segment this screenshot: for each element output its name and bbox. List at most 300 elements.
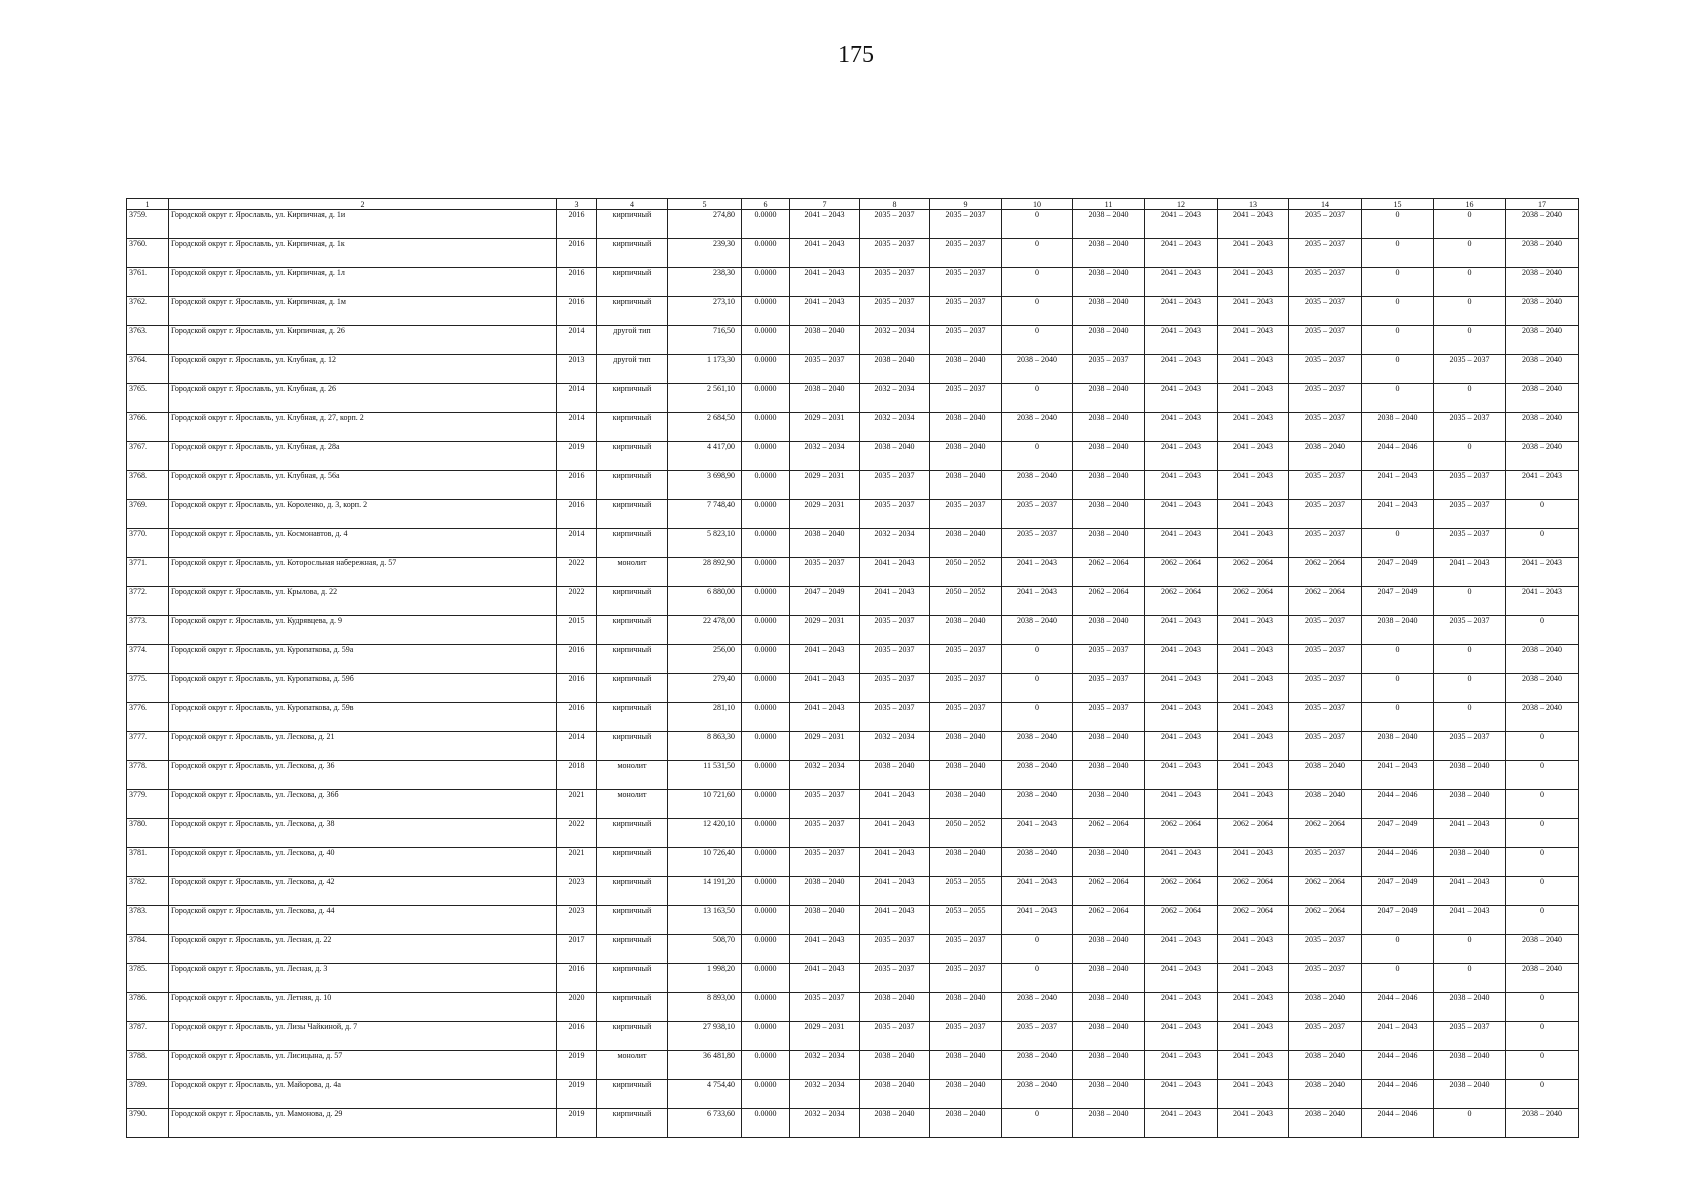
period-col-9-cell: 2038 – 2040 [930,1080,1002,1109]
period-col-10-cell: 2038 – 2040 [1002,413,1073,442]
wear-rate-cell: 0.0000 [742,587,790,616]
column-header: 5 [668,199,742,210]
table-row [127,384,1579,413]
column-header: 12 [1145,199,1218,210]
period-col-10-cell: 2038 – 2040 [1002,355,1073,384]
address-cell: Городской округ г. Ярославль, ул. Лескова, д. 36б [169,790,557,819]
period-col-7-cell: 2041 – 2043 [790,210,860,239]
column-header: 9 [930,199,1002,210]
period-col-14-cell: 2062 – 2064 [1289,906,1362,935]
period-col-9-cell: 2035 – 2037 [930,935,1002,964]
period-col-17-cell: 2041 – 2043 [1506,558,1579,587]
year-built-cell: 2016 [557,645,597,674]
period-col-12-cell: 2041 – 2043 [1145,239,1218,268]
period-col-10-cell: 0 [1002,645,1073,674]
wear-rate-cell: 0.0000 [742,529,790,558]
year-built-cell: 2014 [557,384,597,413]
row-number-cell: 3772. [127,587,169,616]
period-col-10-cell: 0 [1002,326,1073,355]
year-built-cell: 2021 [557,848,597,877]
period-col-11-cell: 2062 – 2064 [1073,819,1145,848]
period-col-7-cell: 2041 – 2043 [790,964,860,993]
area-cell: 281,10 [668,703,742,732]
column-header: 16 [1434,199,1506,210]
period-col-11-cell: 2038 – 2040 [1073,1051,1145,1080]
period-col-7-cell: 2041 – 2043 [790,239,860,268]
wall-material-cell: кирпичный [597,413,668,442]
table-row [127,558,1579,587]
period-col-12-cell: 2041 – 2043 [1145,645,1218,674]
wear-rate-cell: 0.0000 [742,413,790,442]
year-built-cell: 2019 [557,442,597,471]
period-col-14-cell: 2035 – 2037 [1289,674,1362,703]
table-row [127,471,1579,500]
period-col-8-cell: 2035 – 2037 [860,935,930,964]
wall-material-cell: кирпичный [597,268,668,297]
period-col-17-cell: 0 [1506,848,1579,877]
wall-material-cell: кирпичный [597,964,668,993]
address-cell: Городской округ г. Ярославль, ул. Клубная, д. 56а [169,471,557,500]
row-number-cell: 3765. [127,384,169,413]
period-col-11-cell: 2038 – 2040 [1073,529,1145,558]
period-col-15-cell: 2041 – 2043 [1362,1022,1434,1051]
period-col-17-cell: 2038 – 2040 [1506,964,1579,993]
period-col-12-cell: 2062 – 2064 [1145,819,1218,848]
wear-rate-cell: 0.0000 [742,616,790,645]
period-col-13-cell: 2041 – 2043 [1218,413,1289,442]
area-cell: 8 863,30 [668,732,742,761]
row-number-cell: 3759. [127,210,169,239]
period-col-16-cell: 2038 – 2040 [1434,993,1506,1022]
year-built-cell: 2014 [557,732,597,761]
column-number-row [127,199,1579,210]
period-col-17-cell: 2038 – 2040 [1506,935,1579,964]
area-cell: 238,30 [668,268,742,297]
row-number-cell: 3780. [127,819,169,848]
row-number-cell: 3771. [127,558,169,587]
period-col-17-cell: 0 [1506,877,1579,906]
wall-material-cell: монолит [597,1051,668,1080]
wear-rate-cell: 0.0000 [742,761,790,790]
address-cell: Городской округ г. Ярославль, ул. Лескова, д. 38 [169,819,557,848]
wear-rate-cell: 0.0000 [742,703,790,732]
period-col-10-cell: 0 [1002,239,1073,268]
wall-material-cell: кирпичный [597,732,668,761]
period-col-7-cell: 2041 – 2043 [790,297,860,326]
wear-rate-cell: 0.0000 [742,268,790,297]
table-body [127,199,1579,1138]
period-col-15-cell: 0 [1362,964,1434,993]
period-col-14-cell: 2035 – 2037 [1289,645,1362,674]
period-col-16-cell: 2041 – 2043 [1434,906,1506,935]
period-col-10-cell: 0 [1002,703,1073,732]
column-header: 3 [557,199,597,210]
period-col-15-cell: 2041 – 2043 [1362,500,1434,529]
address-cell: Городской округ г. Ярославль, ул. Летняя, д. 10 [169,993,557,1022]
period-col-7-cell: 2041 – 2043 [790,268,860,297]
period-col-16-cell: 2035 – 2037 [1434,355,1506,384]
period-col-13-cell: 2041 – 2043 [1218,1022,1289,1051]
column-header: 11 [1073,199,1145,210]
year-built-cell: 2022 [557,558,597,587]
period-col-12-cell: 2041 – 2043 [1145,1080,1218,1109]
period-col-9-cell: 2038 – 2040 [930,616,1002,645]
address-cell: Городской округ г. Ярославль, ул. Лесная, д. 22 [169,935,557,964]
column-header: 13 [1218,199,1289,210]
period-col-11-cell: 2038 – 2040 [1073,239,1145,268]
area-cell: 4 754,40 [668,1080,742,1109]
period-col-17-cell: 2038 – 2040 [1506,239,1579,268]
year-built-cell: 2019 [557,1080,597,1109]
period-col-12-cell: 2041 – 2043 [1145,210,1218,239]
row-number-cell: 3760. [127,239,169,268]
period-col-16-cell: 0 [1434,703,1506,732]
period-col-9-cell: 2038 – 2040 [930,442,1002,471]
row-number-cell: 3778. [127,761,169,790]
period-col-17-cell: 2038 – 2040 [1506,210,1579,239]
period-col-14-cell: 2035 – 2037 [1289,297,1362,326]
period-col-10-cell: 0 [1002,442,1073,471]
period-col-15-cell: 2047 – 2049 [1362,558,1434,587]
wall-material-cell: другой тип [597,326,668,355]
period-col-10-cell: 0 [1002,935,1073,964]
row-number-cell: 3779. [127,790,169,819]
area-cell: 14 191,20 [668,877,742,906]
period-col-15-cell: 2044 – 2046 [1362,1080,1434,1109]
period-col-12-cell: 2041 – 2043 [1145,1051,1218,1080]
row-number-cell: 3787. [127,1022,169,1051]
period-col-7-cell: 2035 – 2037 [790,790,860,819]
period-col-8-cell: 2035 – 2037 [860,239,930,268]
area-cell: 10 721,60 [668,790,742,819]
wear-rate-cell: 0.0000 [742,384,790,413]
period-col-15-cell: 0 [1362,935,1434,964]
period-col-11-cell: 2038 – 2040 [1073,616,1145,645]
column-header: 17 [1506,199,1579,210]
period-col-14-cell: 2035 – 2037 [1289,239,1362,268]
area-cell: 273,10 [668,297,742,326]
period-col-10-cell: 0 [1002,674,1073,703]
address-cell: Городской округ г. Ярославль, ул. Лисицына, д. 57 [169,1051,557,1080]
address-cell: Городской округ г. Ярославль, ул. Лескова, д. 42 [169,877,557,906]
period-col-7-cell: 2041 – 2043 [790,674,860,703]
column-header: 14 [1289,199,1362,210]
period-col-11-cell: 2038 – 2040 [1073,384,1145,413]
period-col-12-cell: 2041 – 2043 [1145,732,1218,761]
row-number-cell: 3762. [127,297,169,326]
area-cell: 508,70 [668,935,742,964]
period-col-10-cell: 2038 – 2040 [1002,1051,1073,1080]
period-col-14-cell: 2035 – 2037 [1289,935,1362,964]
address-cell: Городской округ г. Ярославль, ул. Кудрявцева, д. 9 [169,616,557,645]
wear-rate-cell: 0.0000 [742,297,790,326]
period-col-16-cell: 2038 – 2040 [1434,1080,1506,1109]
period-col-13-cell: 2041 – 2043 [1218,1051,1289,1080]
wear-rate-cell: 0.0000 [742,877,790,906]
period-col-11-cell: 2038 – 2040 [1073,500,1145,529]
period-col-9-cell: 2035 – 2037 [930,703,1002,732]
year-built-cell: 2021 [557,790,597,819]
period-col-13-cell: 2041 – 2043 [1218,935,1289,964]
period-col-8-cell: 2041 – 2043 [860,906,930,935]
period-col-14-cell: 2038 – 2040 [1289,442,1362,471]
table-row [127,1051,1579,1080]
period-col-11-cell: 2038 – 2040 [1073,210,1145,239]
period-col-8-cell: 2035 – 2037 [860,616,930,645]
period-col-9-cell: 2050 – 2052 [930,558,1002,587]
period-col-14-cell: 2035 – 2037 [1289,1022,1362,1051]
period-col-14-cell: 2035 – 2037 [1289,471,1362,500]
period-col-16-cell: 0 [1434,239,1506,268]
period-col-7-cell: 2032 – 2034 [790,442,860,471]
period-col-17-cell: 2038 – 2040 [1506,326,1579,355]
period-col-11-cell: 2035 – 2037 [1073,355,1145,384]
row-number-cell: 3790. [127,1109,169,1138]
area-cell: 2 684,50 [668,413,742,442]
period-col-9-cell: 2053 – 2055 [930,877,1002,906]
table-row [127,326,1579,355]
year-built-cell: 2016 [557,674,597,703]
wall-material-cell: кирпичный [597,529,668,558]
address-cell: Городской округ г. Ярославль, ул. Кирпичная, д. 1м [169,297,557,326]
period-col-17-cell: 2038 – 2040 [1506,645,1579,674]
period-col-16-cell: 2035 – 2037 [1434,616,1506,645]
period-col-17-cell: 0 [1506,529,1579,558]
period-col-12-cell: 2041 – 2043 [1145,935,1218,964]
period-col-12-cell: 2041 – 2043 [1145,1022,1218,1051]
period-col-14-cell: 2062 – 2064 [1289,587,1362,616]
table-row [127,964,1579,993]
column-header: 1 [127,199,169,210]
row-number-cell: 3788. [127,1051,169,1080]
period-col-16-cell: 2041 – 2043 [1434,877,1506,906]
year-built-cell: 2016 [557,297,597,326]
period-col-8-cell: 2035 – 2037 [860,268,930,297]
period-col-14-cell: 2062 – 2064 [1289,558,1362,587]
wear-rate-cell: 0.0000 [742,935,790,964]
period-col-12-cell: 2041 – 2043 [1145,529,1218,558]
column-header: 7 [790,199,860,210]
wall-material-cell: кирпичный [597,645,668,674]
period-col-14-cell: 2035 – 2037 [1289,848,1362,877]
period-col-15-cell: 2044 – 2046 [1362,1051,1434,1080]
row-number-cell: 3766. [127,413,169,442]
period-col-10-cell: 2038 – 2040 [1002,471,1073,500]
period-col-14-cell: 2035 – 2037 [1289,703,1362,732]
period-col-14-cell: 2038 – 2040 [1289,790,1362,819]
wall-material-cell: кирпичный [597,297,668,326]
area-cell: 4 417,00 [668,442,742,471]
period-col-15-cell: 0 [1362,384,1434,413]
period-col-14-cell: 2035 – 2037 [1289,413,1362,442]
period-col-7-cell: 2035 – 2037 [790,558,860,587]
column-header: 6 [742,199,790,210]
period-col-9-cell: 2050 – 2052 [930,587,1002,616]
year-built-cell: 2016 [557,1022,597,1051]
period-col-17-cell: 0 [1506,790,1579,819]
period-col-9-cell: 2035 – 2037 [930,674,1002,703]
period-col-13-cell: 2041 – 2043 [1218,993,1289,1022]
table-row [127,210,1579,239]
wear-rate-cell: 0.0000 [742,558,790,587]
period-col-12-cell: 2041 – 2043 [1145,413,1218,442]
address-cell: Городской округ г. Ярославль, ул. Куропаткова, д. 59в [169,703,557,732]
period-col-17-cell: 0 [1506,1080,1579,1109]
row-number-cell: 3774. [127,645,169,674]
wall-material-cell: кирпичный [597,384,668,413]
period-col-7-cell: 2038 – 2040 [790,877,860,906]
period-col-13-cell: 2041 – 2043 [1218,761,1289,790]
period-col-12-cell: 2041 – 2043 [1145,355,1218,384]
wear-rate-cell: 0.0000 [742,239,790,268]
area-cell: 10 726,40 [668,848,742,877]
period-col-8-cell: 2035 – 2037 [860,674,930,703]
period-col-9-cell: 2038 – 2040 [930,355,1002,384]
wall-material-cell: монолит [597,790,668,819]
period-col-8-cell: 2041 – 2043 [860,587,930,616]
address-cell: Городской округ г. Ярославль, ул. Клубная, д. 26 [169,384,557,413]
period-col-11-cell: 2038 – 2040 [1073,297,1145,326]
period-col-8-cell: 2035 – 2037 [860,703,930,732]
address-cell: Городской округ г. Ярославль, ул. Майорова, д. 4а [169,1080,557,1109]
period-col-14-cell: 2035 – 2037 [1289,268,1362,297]
period-col-14-cell: 2038 – 2040 [1289,761,1362,790]
table-row [127,616,1579,645]
area-cell: 716,50 [668,326,742,355]
row-number-cell: 3769. [127,500,169,529]
period-col-9-cell: 2035 – 2037 [930,964,1002,993]
period-col-8-cell: 2035 – 2037 [860,1022,930,1051]
row-number-cell: 3775. [127,674,169,703]
period-col-17-cell: 2038 – 2040 [1506,703,1579,732]
wall-material-cell: другой тип [597,355,668,384]
period-col-7-cell: 2038 – 2040 [790,384,860,413]
table-row [127,529,1579,558]
period-col-16-cell: 2035 – 2037 [1434,1022,1506,1051]
period-col-13-cell: 2041 – 2043 [1218,442,1289,471]
period-col-14-cell: 2035 – 2037 [1289,529,1362,558]
period-col-13-cell: 2041 – 2043 [1218,239,1289,268]
address-cell: Городской округ г. Ярославль, ул. Которосльная набережная, д. 57 [169,558,557,587]
period-col-15-cell: 2041 – 2043 [1362,761,1434,790]
period-col-11-cell: 2038 – 2040 [1073,1109,1145,1138]
table-row [127,935,1579,964]
period-col-16-cell: 2035 – 2037 [1434,500,1506,529]
table-row [127,703,1579,732]
period-col-17-cell: 2041 – 2043 [1506,471,1579,500]
wall-material-cell: кирпичный [597,471,668,500]
period-col-14-cell: 2062 – 2064 [1289,877,1362,906]
period-col-16-cell: 2041 – 2043 [1434,558,1506,587]
period-col-13-cell: 2041 – 2043 [1218,297,1289,326]
wall-material-cell: монолит [597,558,668,587]
period-col-11-cell: 2038 – 2040 [1073,761,1145,790]
period-col-9-cell: 2038 – 2040 [930,529,1002,558]
period-col-9-cell: 2035 – 2037 [930,384,1002,413]
period-col-12-cell: 2041 – 2043 [1145,616,1218,645]
area-cell: 28 892,90 [668,558,742,587]
period-col-11-cell: 2038 – 2040 [1073,935,1145,964]
row-number-cell: 3785. [127,964,169,993]
wear-rate-cell: 0.0000 [742,1022,790,1051]
wear-rate-cell: 0.0000 [742,819,790,848]
address-cell: Городской округ г. Ярославль, ул. Куропаткова, д. 59а [169,645,557,674]
area-cell: 13 163,50 [668,906,742,935]
table-row [127,239,1579,268]
table-row [127,906,1579,935]
period-col-9-cell: 2038 – 2040 [930,1051,1002,1080]
table-row [127,1080,1579,1109]
period-col-9-cell: 2035 – 2037 [930,326,1002,355]
period-col-11-cell: 2038 – 2040 [1073,1080,1145,1109]
address-cell: Городской округ г. Ярославль, ул. Куропаткова, д. 59б [169,674,557,703]
period-col-12-cell: 2041 – 2043 [1145,297,1218,326]
row-number-cell: 3764. [127,355,169,384]
year-built-cell: 2019 [557,1051,597,1080]
period-col-16-cell: 0 [1434,297,1506,326]
period-col-11-cell: 2038 – 2040 [1073,964,1145,993]
row-number-cell: 3770. [127,529,169,558]
period-col-12-cell: 2041 – 2043 [1145,1109,1218,1138]
period-col-7-cell: 2038 – 2040 [790,529,860,558]
year-built-cell: 2023 [557,906,597,935]
period-col-10-cell: 0 [1002,1109,1073,1138]
period-col-11-cell: 2035 – 2037 [1073,703,1145,732]
period-col-9-cell: 2038 – 2040 [930,1109,1002,1138]
table-row [127,268,1579,297]
period-col-7-cell: 2029 – 2031 [790,413,860,442]
year-built-cell: 2016 [557,239,597,268]
wall-material-cell: кирпичный [597,906,668,935]
row-number-cell: 3773. [127,616,169,645]
period-col-15-cell: 2044 – 2046 [1362,442,1434,471]
wear-rate-cell: 0.0000 [742,906,790,935]
period-col-12-cell: 2062 – 2064 [1145,877,1218,906]
period-col-8-cell: 2038 – 2040 [860,761,930,790]
period-col-10-cell: 2038 – 2040 [1002,616,1073,645]
period-col-14-cell: 2035 – 2037 [1289,326,1362,355]
period-col-10-cell: 2041 – 2043 [1002,819,1073,848]
period-col-8-cell: 2032 – 2034 [860,413,930,442]
wall-material-cell: кирпичный [597,442,668,471]
period-col-11-cell: 2038 – 2040 [1073,993,1145,1022]
period-col-13-cell: 2041 – 2043 [1218,616,1289,645]
address-cell: Городской округ г. Ярославль, ул. Кирпичная, д. 1и [169,210,557,239]
period-col-10-cell: 2038 – 2040 [1002,848,1073,877]
period-col-11-cell: 2038 – 2040 [1073,442,1145,471]
area-cell: 12 420,10 [668,819,742,848]
wall-material-cell: кирпичный [597,500,668,529]
wall-material-cell: кирпичный [597,703,668,732]
address-cell: Городской округ г. Ярославль, ул. Лескова, д. 36 [169,761,557,790]
wear-rate-cell: 0.0000 [742,471,790,500]
address-cell: Городской округ г. Ярославль, ул. Кирпичная, д. 1к [169,239,557,268]
period-col-15-cell: 2038 – 2040 [1362,616,1434,645]
period-col-8-cell: 2038 – 2040 [860,1080,930,1109]
period-col-16-cell: 2038 – 2040 [1434,848,1506,877]
year-built-cell: 2019 [557,1109,597,1138]
table-row [127,674,1579,703]
wear-rate-cell: 0.0000 [742,1109,790,1138]
period-col-10-cell: 2038 – 2040 [1002,790,1073,819]
column-header: 15 [1362,199,1434,210]
period-col-11-cell: 2038 – 2040 [1073,413,1145,442]
wear-rate-cell: 0.0000 [742,645,790,674]
period-col-7-cell: 2038 – 2040 [790,326,860,355]
table-row [127,993,1579,1022]
period-col-7-cell: 2041 – 2043 [790,703,860,732]
period-col-9-cell: 2038 – 2040 [930,848,1002,877]
